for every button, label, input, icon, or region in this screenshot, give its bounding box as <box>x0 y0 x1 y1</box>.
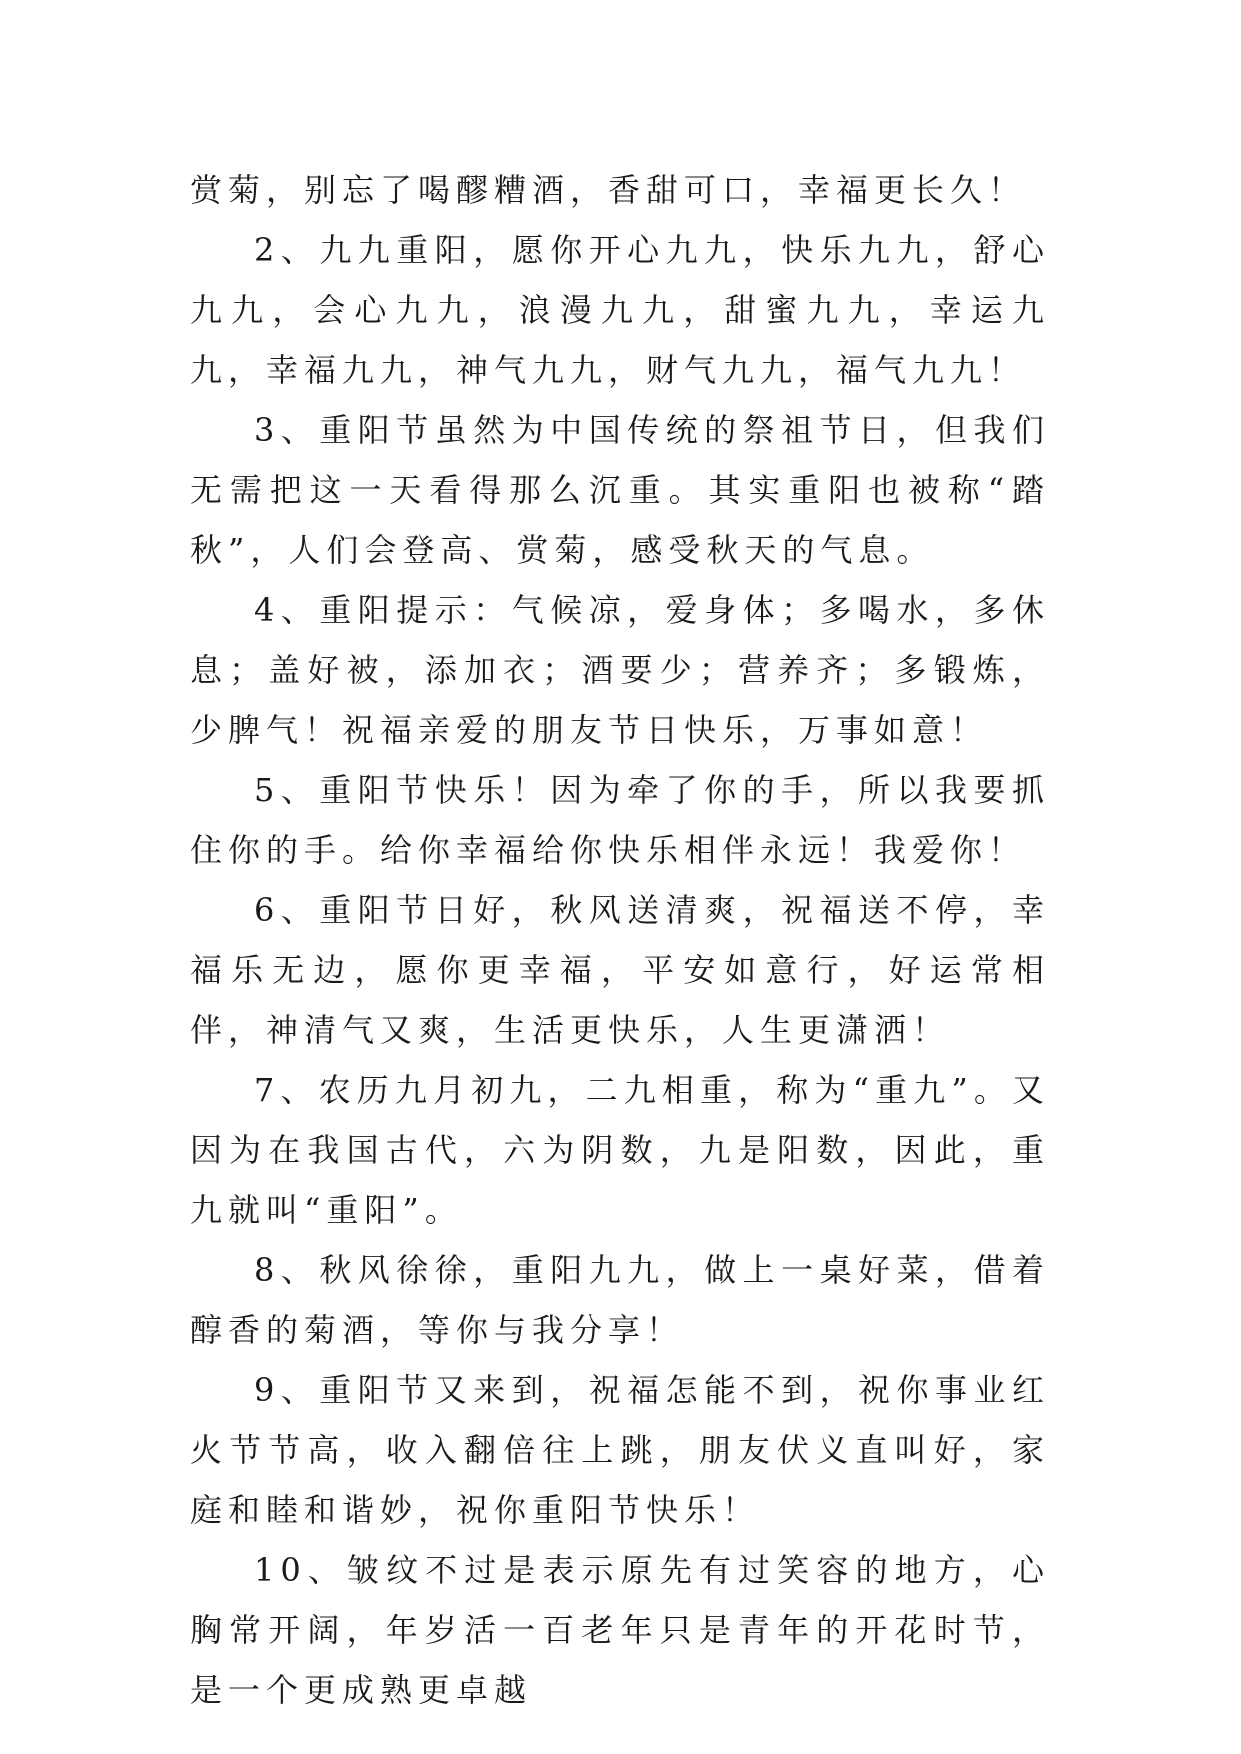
paragraph-10: 10、皱纹不过是表示原先有过笑容的地方，心胸常开阔，年岁活一百老年只是青年的开花时节，是一个更成熟更卓越 <box>190 1551 1050 1709</box>
paragraph-9: 9、重阳节又来到，祝福怎能不到，祝你事业红火节节高，收入翻倍往上跳，朋友伏义直叫好，家庭和睦和谐妙，祝你重阳节快乐！ <box>190 1371 1050 1529</box>
paragraph-8: 8、秋风徐徐，重阳九九，做上一桌好菜，借着醇香的菊酒，等你与我分享！ <box>190 1251 1050 1349</box>
document-body <box>190 160 1050 1720</box>
paragraph-1: 赏菊，别忘了喝醪糟酒，香甜可口，幸福更长久！ <box>190 171 1027 209</box>
paragraph-5: 5、重阳节快乐！因为牵了你的手，所以我要抓住你的手。给你幸福给你快乐相伴永远！我爱你！ <box>190 771 1050 869</box>
paragraph-6: 6、重阳节日好，秋风送清爽，祝福送不停，幸福乐无边，愿你更幸福，平安如意行，好运常相伴，神清气又爽，生活更快乐，人生更潇洒！ <box>190 891 1050 1049</box>
paragraph-7: 7、农历九月初九，二九相重，称为“重九”。又因为在我国古代，六为阴数，九是阳数，因此，重九就叫“重阳”。 <box>190 1071 1050 1229</box>
paragraph-2: 2、九九重阳，愿你开心九九，快乐九九，舒心九九，会心九九，浪漫九九，甜蜜九九，幸运九九，幸福九九，神气九九，财气九九，福气九九！ <box>190 231 1050 389</box>
paragraph-3: 3、重阳节虽然为中国传统的祭祖节日，但我们无需把这一天看得那么沉重。其实重阳也被称“踏秋”，人们会登高、赏菊，感受秋天的气息。 <box>190 411 1050 569</box>
paragraph-4: 4、重阳提示：气候凉，爱身体；多喝水，多休息；盖好被，添加衣；酒要少；营养齐；多锻炼，少脾气！祝福亲爱的朋友节日快乐，万事如意！ <box>190 591 1050 749</box>
